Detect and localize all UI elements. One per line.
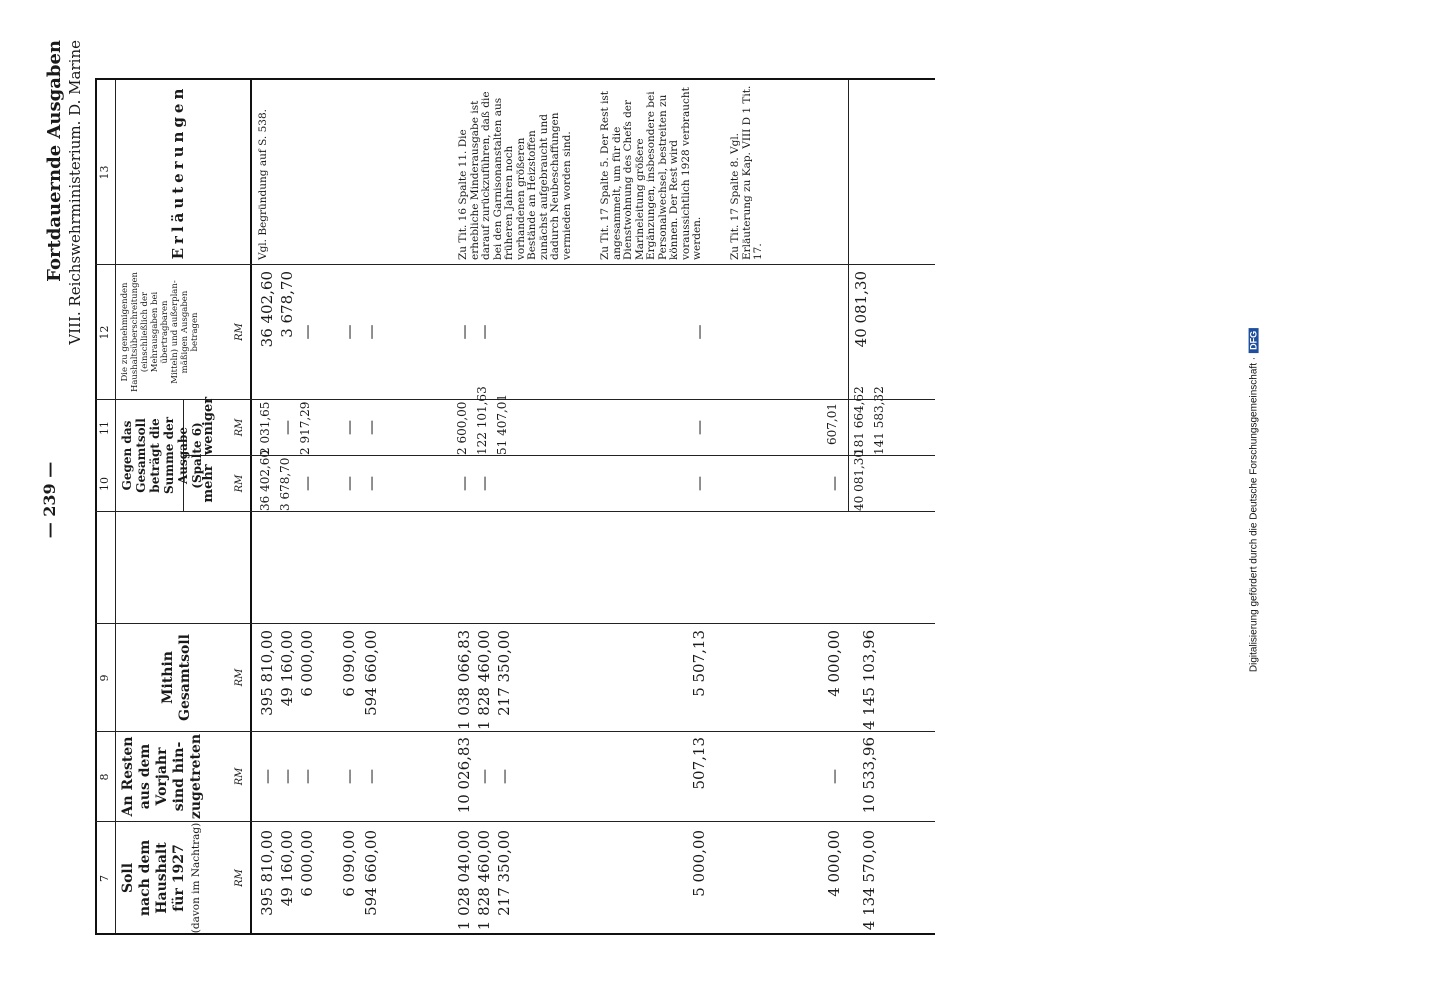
column-number: 8 xyxy=(98,773,111,781)
cell-c11: — xyxy=(690,420,708,435)
cell-c11: 122 101,63 xyxy=(475,386,489,455)
cell-c11: — xyxy=(362,420,380,435)
cell-c11: — xyxy=(278,420,296,435)
col-border xyxy=(183,455,935,456)
cell-c9: 1 038 066,83 xyxy=(455,629,473,730)
cell-c10: — xyxy=(340,476,358,491)
note-text: Vgl. Begründung auf S. 538. xyxy=(257,109,269,260)
cell-c10: — xyxy=(690,476,708,491)
col-border xyxy=(95,78,935,80)
unit-label: RM xyxy=(234,869,245,887)
note-text: Zu Tit. 16 Spalte 11. Die erhebliche Minderausgabe ist darauf zurückzuführen, daß die bei den Garnisonanstalten aus früheren Jahren noch vorhandenen größeren Bestände an Heizstoffen zunächst aufgebraucht und dadurch Neubeschaffungen vermieden worden sind. xyxy=(457,91,573,260)
cell-c8: — xyxy=(475,769,493,784)
cell-c8: 507,13 xyxy=(690,737,708,790)
column-number: 12 xyxy=(98,325,111,340)
cell-c10: — xyxy=(362,476,380,491)
cell-c11: 51 407,01 xyxy=(495,393,509,455)
cell-c8: — xyxy=(825,769,843,784)
cell-c9: 6 000,00 xyxy=(298,630,316,697)
cell-c7: 6 090,00 xyxy=(340,830,358,897)
unit-label: RM xyxy=(234,418,245,437)
cell-c8: — xyxy=(495,769,513,784)
digitization-note xyxy=(1248,328,1259,672)
col10-subheader: mehr xyxy=(201,464,216,503)
cell-c10: — xyxy=(455,476,473,491)
cell-c11: 2 600,00 xyxy=(455,401,469,455)
col7-header: Soll nach dem Haushalt für 1927 (davon im Nachtrag) xyxy=(120,822,202,934)
cell-c12: 36 402,60 xyxy=(258,271,276,348)
cell-c7: 1 028 040,00 xyxy=(455,830,473,931)
cell-c8: — xyxy=(362,769,380,784)
cell-c8: — xyxy=(298,769,316,784)
page-title: Fortdauernde Ausgaben xyxy=(44,40,65,282)
cell-c12: 40 081,30 xyxy=(852,271,870,348)
cell-c10: — xyxy=(825,476,843,491)
cell-c7: 594 660,00 xyxy=(362,830,380,916)
note-text: Zu Tit. 17 Spalte 8. Vgl. Erläuterung zu Kap. VIII D 1 Tit. 17. xyxy=(729,85,764,260)
column-number: 10 xyxy=(98,477,111,491)
cell-c12: — xyxy=(298,324,316,340)
cell-c10: — xyxy=(298,476,316,491)
cell-c7: 49 160,00 xyxy=(278,830,296,907)
cell-c8: — xyxy=(340,769,358,784)
cell-c10: 40 081,30 xyxy=(852,449,866,511)
col9-header: Mithin Gesamtsoll xyxy=(160,634,193,721)
col12-header: Die zu genehmigenden Haushaltsüberschreitungen (einschließlich der Mehrausgaben bei übertragbaren Mitteln) und außerplan- mäßigen Ausgaben betragen xyxy=(120,271,200,393)
column-number: 7 xyxy=(98,875,111,882)
column-number: 11 xyxy=(98,421,111,435)
column-number: 9 xyxy=(98,674,111,682)
colnum-rule xyxy=(115,80,116,935)
cell-c10: 36 402,60 xyxy=(258,449,272,511)
cell-c8: — xyxy=(258,769,276,784)
cell-c9: 217 350,00 xyxy=(495,630,513,716)
cell-c12: — xyxy=(455,324,473,340)
cell-c7: 4 134 570,00 xyxy=(860,830,878,931)
cell-c9: 1 828 460,00 xyxy=(475,629,493,730)
cell-c7: 5 000,00 xyxy=(690,830,708,897)
cell-c11: 2 917,29 xyxy=(298,401,312,455)
dfg-badge: DFG xyxy=(1248,328,1258,353)
unit-label: RM xyxy=(234,323,245,341)
col13-header: Erläuterungen xyxy=(169,84,187,260)
cell-c12: 3 678,70 xyxy=(278,271,296,338)
unit-label: RM xyxy=(234,474,245,493)
cell-c12: — xyxy=(475,324,493,340)
col-border xyxy=(95,933,935,935)
cell-c11-net: 141 583,32 xyxy=(872,386,886,455)
cell-c12: — xyxy=(690,324,708,340)
cell-c7: 217 350,00 xyxy=(495,830,513,916)
cell-c11: 607,01 xyxy=(825,403,839,445)
page-number: — 239 — xyxy=(40,461,59,539)
col-border xyxy=(95,731,935,732)
cell-c8: — xyxy=(278,769,296,784)
col8-header: An Resten aus dem Vorjahr sind hin- zugetreten xyxy=(120,733,204,820)
cell-c11: — xyxy=(340,420,358,435)
cell-c7: 6 000,00 xyxy=(298,830,316,897)
note-text: Zu Tit. 17 Spalte 5. Der Rest ist angesammelt, um für die Dienstwohnung des Chefs der Marineleitung größere Ergänzungen, insbesondere bei Personalwechsel, bestreiten zu können. Der Rest wird voraussichtlich 1928 verbraucht werden. xyxy=(599,87,703,260)
cell-c9: 395 810,00 xyxy=(258,630,276,716)
cell-c10: 3 678,70 xyxy=(278,457,292,511)
digitization-sidebar xyxy=(1248,0,1434,1000)
header-bottom-rule xyxy=(250,80,252,935)
cell-c7: 395 810,00 xyxy=(258,830,276,916)
cell-c7: 4 000,00 xyxy=(825,830,843,897)
column-number: 13 xyxy=(98,165,111,180)
cell-c9: 49 160,00 xyxy=(278,630,296,707)
cell-c11: 181 664,62 xyxy=(852,386,866,455)
cell-c8: 10 026,83 xyxy=(455,737,473,814)
cell-c9: 594 660,00 xyxy=(362,630,380,716)
page-subtitle: VIII. Reichswehrministerium. D. Marine xyxy=(66,40,84,345)
rule xyxy=(848,80,849,400)
digitization-text: Digitalisierung gefördert durch die Deutsche Forschungsgemeinschaft · xyxy=(1248,356,1260,673)
unit-label: RM xyxy=(234,668,245,687)
cell-c9: 4 000,00 xyxy=(825,630,843,697)
cell-c9: 5 507,13 xyxy=(690,630,708,697)
col-border xyxy=(95,821,935,822)
cell-c9: 4 145 103,96 xyxy=(860,629,878,730)
cell-c7: 1 828 460,00 xyxy=(475,830,493,931)
col-border xyxy=(95,623,935,624)
cell-c12: — xyxy=(340,324,358,340)
table-top-rule xyxy=(95,80,97,935)
col10-11-header: Gegen das Gesamtsoll beträgt die Summe der Ausgabe (Spalte 6) xyxy=(120,417,204,494)
unit-label: RM xyxy=(234,767,245,786)
col-border xyxy=(95,264,935,265)
cell-c11: 2 031,65 xyxy=(258,401,272,455)
col11-subheader: weniger xyxy=(201,396,216,455)
cell-c8: 10 533,96 xyxy=(860,737,878,814)
col-border xyxy=(95,511,935,512)
cell-c12: — xyxy=(362,324,380,340)
cell-c9: 6 090,00 xyxy=(340,630,358,697)
cell-c10: — xyxy=(475,476,493,491)
col-border xyxy=(95,399,935,400)
